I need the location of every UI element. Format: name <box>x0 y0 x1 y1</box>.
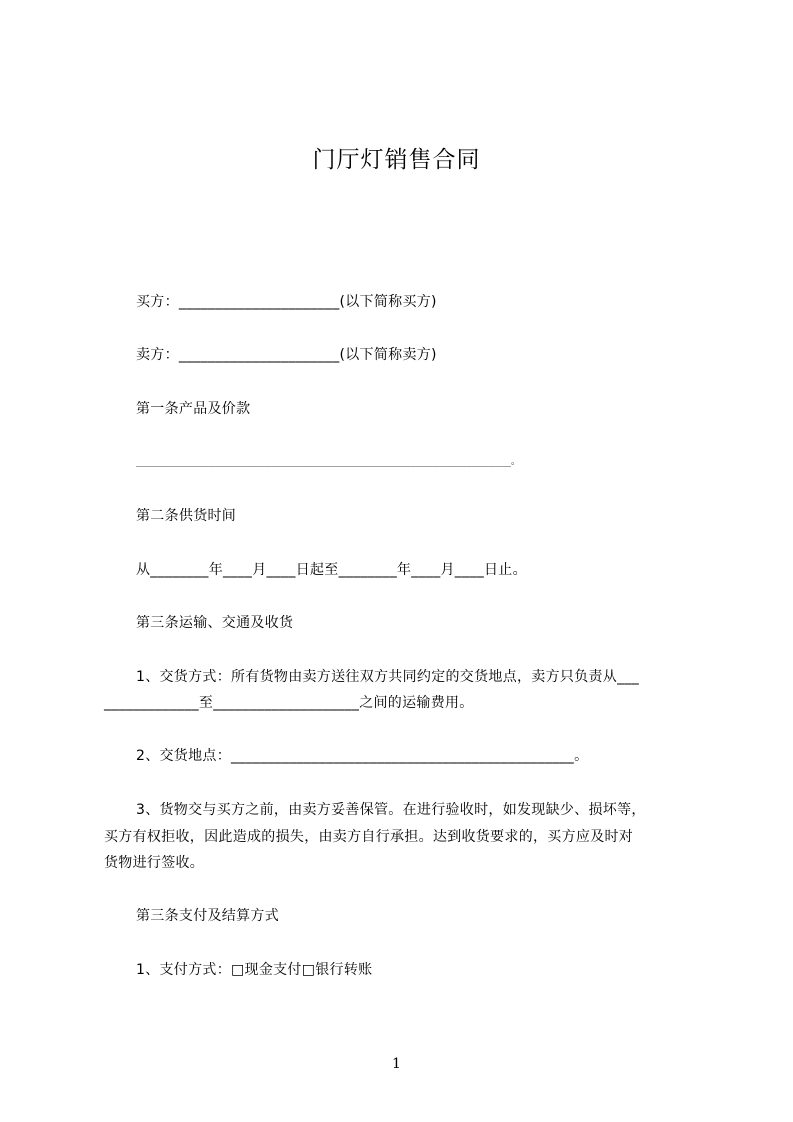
article2-text: 从________年____月____日起至________年____月____日止。 <box>136 562 527 578</box>
seller-line: 卖方：______________________(以下简称卖方) <box>136 347 437 363</box>
article1-blank-line: ___________________________________________________________________。 <box>136 456 521 467</box>
custody-line3: 货物进行签收。 <box>104 855 205 871</box>
delivery-method-line2: _____________至____________________之间的运输费用。 <box>104 695 474 711</box>
payment-method: 1、支付方式：□现金支付□银行转账 <box>136 962 373 978</box>
page-number: 1 <box>392 1056 401 1072</box>
article4-heading: 第三条支付及结算方式 <box>136 908 279 924</box>
article2-heading: 第二条供货时间 <box>136 508 237 524</box>
buyer-line: 买方：______________________(以下简称买方) <box>136 294 437 310</box>
document-title: 门厅灯销售合同 <box>312 147 481 173</box>
delivery-method-line1: 1、交货方式：所有货物由卖方送往双方共同约定的交货地点，卖方只负责从___ <box>136 669 640 685</box>
custody-line2: 买方有权拒收，因此造成的损失，由卖方自行承担。达到收货要求的，买方应及时对 <box>104 829 634 845</box>
delivery-place: 2、交货地点：_______________________________________________。 <box>136 748 589 764</box>
article3-heading: 第三条运输、交通及收货 <box>136 615 294 631</box>
custody-line1: 3、货物交与买方之前，由卖方妥善保管。在进行验收时，如发现缺少、损坏等， <box>136 802 646 818</box>
article1-heading: 第一条产品及价款 <box>136 401 251 417</box>
